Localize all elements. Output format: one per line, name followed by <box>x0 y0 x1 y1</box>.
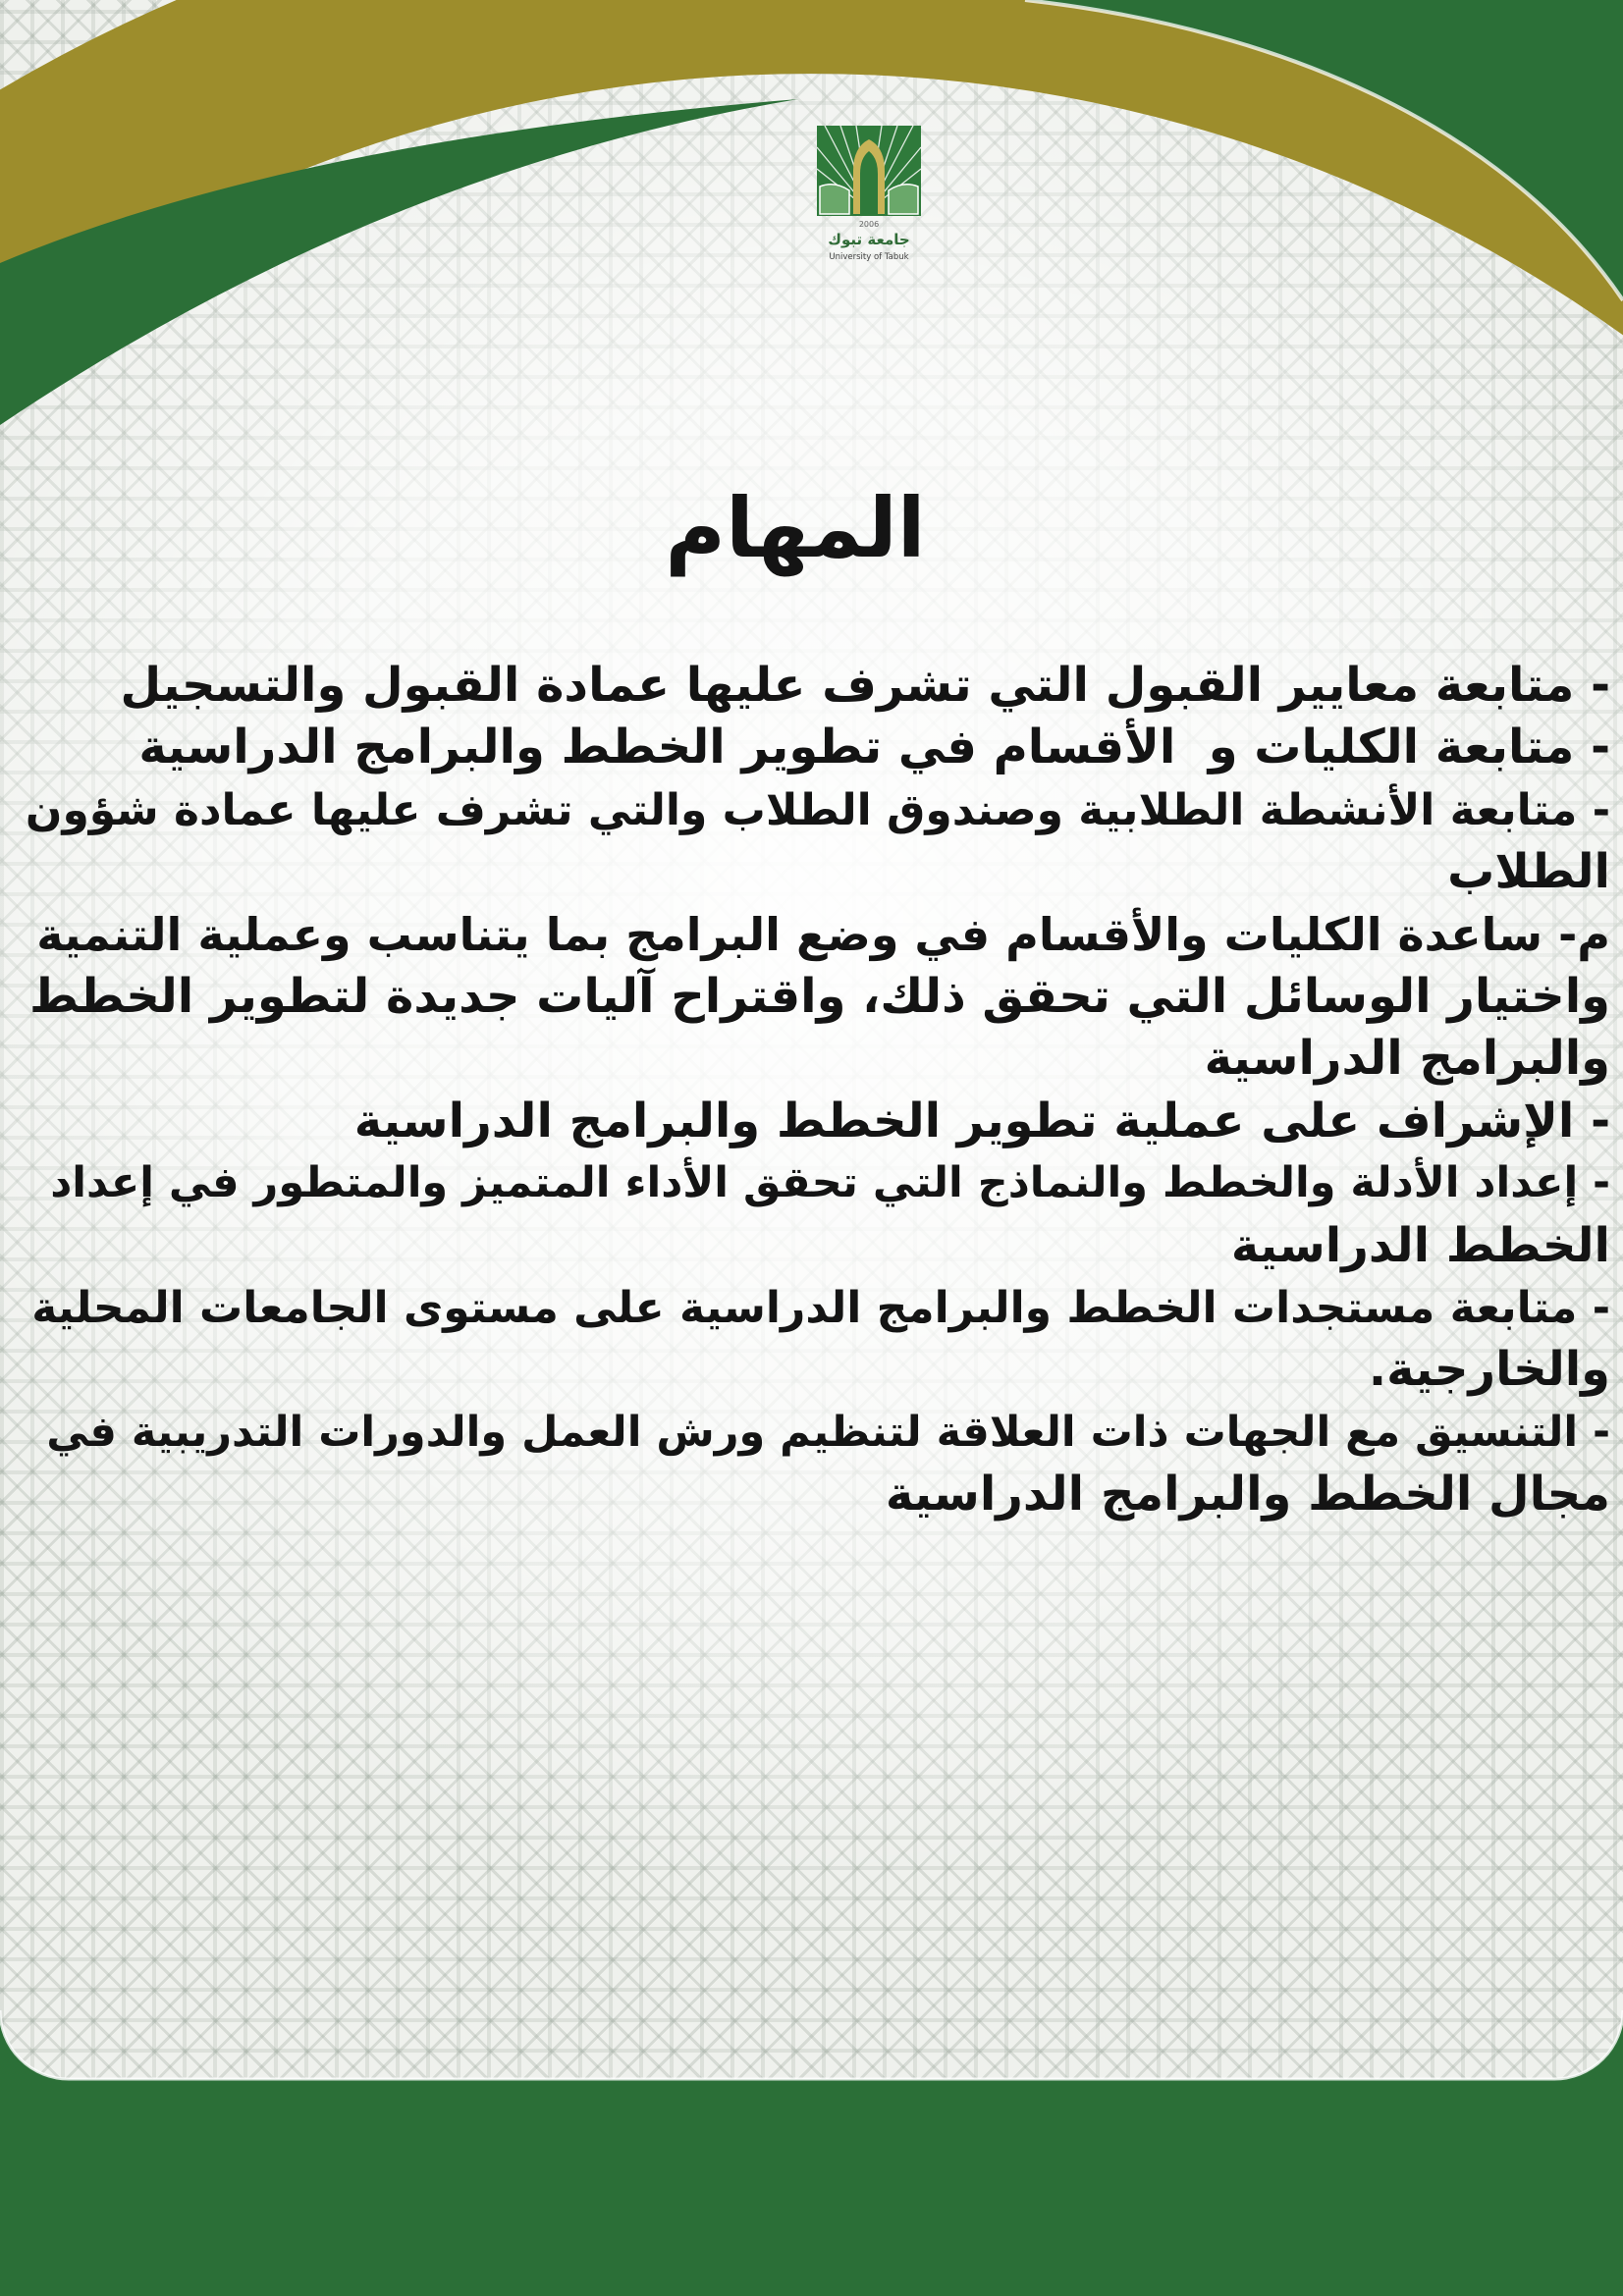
university-logo <box>817 126 921 263</box>
task-item <box>18 655 1610 717</box>
logo-name-en: University of Tabuk <box>829 252 909 262</box>
task-item <box>18 1402 1610 1526</box>
task-item <box>18 717 1610 778</box>
task-line: - متابعة معايير القبول التي تشرف عليها عمادة القبول والتسجيل <box>120 658 1610 713</box>
task-line: - الإشراف على عملية تطوير الخطط والبرامج الدراسية <box>353 1093 1610 1148</box>
task-line: - متابعة الكليات و الأقسام في تطوير الخطط والبرامج الدراسية <box>138 720 1610 775</box>
task-item <box>18 1277 1610 1402</box>
task-line: م- ساعدة الكليات والأقسام في وضع البرامج بما يتناسب وعملية التنمية <box>36 907 1610 961</box>
footer-band <box>0 2010 1623 2296</box>
task-line: - متابعة مستجدات الخطط والبرامج الدراسية على مستوى الجامعات المحلية <box>31 1282 1610 1333</box>
task-item <box>18 1152 1610 1277</box>
task-line: والخارجية. <box>1368 1342 1610 1398</box>
task-line: - التنسيق مع الجهات ذات العلاقة لتنظيم ورش العمل والدورات التدريبية في <box>46 1407 1610 1457</box>
task-line: الطلاب <box>1447 844 1610 900</box>
logo-book-right-page <box>889 185 918 214</box>
logo-year: 2006 <box>858 220 880 229</box>
task-line: والبرامج الدراسية <box>1204 1031 1610 1087</box>
page-title: المهام <box>665 480 926 576</box>
task-item <box>18 1091 1610 1152</box>
logo-arch-inner <box>860 151 878 214</box>
task-line: واختيار الوسائل التي تحقق ذلك، واقتراح آليات جديدة لتطوير الخطط <box>29 968 1610 1024</box>
logo-name-ar: جامعة تبوك <box>828 231 910 248</box>
task-item <box>18 904 1610 1091</box>
task-line: مجال الخطط والبرامج الدراسية <box>885 1467 1610 1522</box>
footer-edge-line <box>0 2010 1623 2079</box>
task-line: الخطط الدراسية <box>1230 1217 1610 1273</box>
logo-book-left-page <box>820 185 849 214</box>
task-line: - متابعة الأنشطة الطلابية وصندوق الطلاب والتي تشرف عليها عمادة شؤون <box>25 784 1610 835</box>
task-line: - إعداد الأدلة والخطط والنماذج التي تحقق الأداء المتميز والمتطور في إعداد <box>50 1158 1610 1208</box>
task-item <box>18 779 1610 904</box>
tasks-list <box>18 655 1610 1525</box>
